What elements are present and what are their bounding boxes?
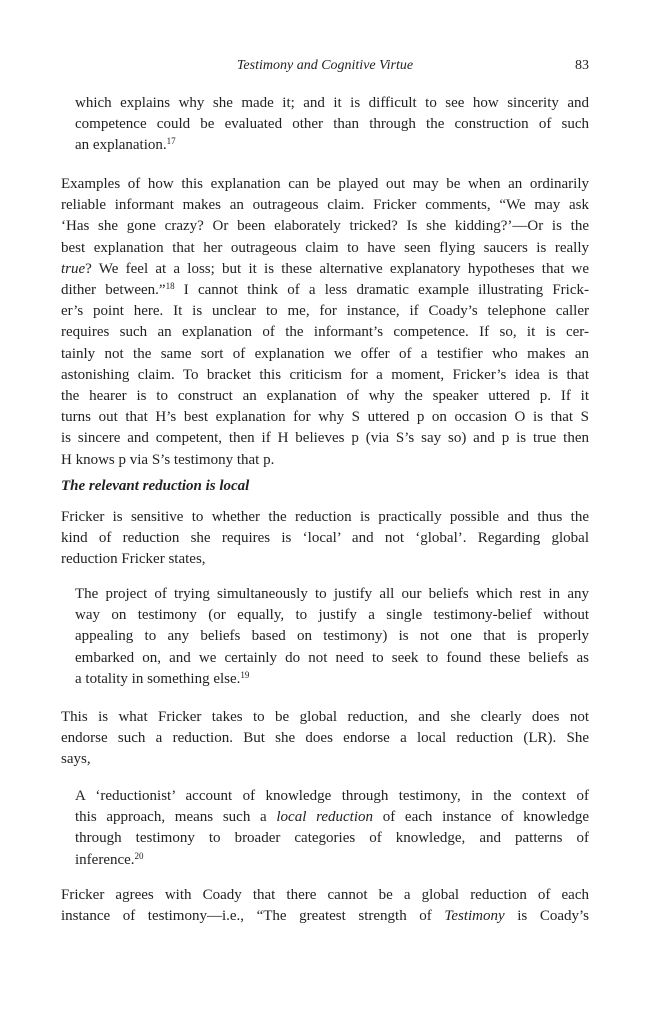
paragraph-line: is sincere and competent, then if H believes p (via S’s say so) and p is true then (61, 430, 589, 447)
quote-line: way on testimony (or equally, to justify a single testimony-belief without (75, 607, 589, 624)
page-header (61, 58, 589, 78)
paragraph-line: says, (61, 751, 91, 768)
quote-line: A ‘reductionist’ account of knowledge through testimony, in the context of (75, 788, 589, 804)
paragraph-line: reliable informant makes an outrageous claim. Fricker comments, “We may ask (61, 197, 589, 214)
paragraph-2 (61, 507, 589, 571)
paragraph-line: er’s point here. It is unclear to me, for instance, if Coady’s telephone caller (61, 303, 589, 320)
footnote-marker: 18 (165, 281, 175, 292)
paragraph-line: the hearer is to construct an explanation of why the speaker uttered p. If it (61, 388, 589, 405)
quote-line: which explains why she made it; and it is difficult to see how sincerity and (75, 95, 589, 111)
paragraph-line: H knows p via S’s testimony that p. (61, 451, 275, 468)
quote-line: competence could be evaluated other than through the construction of such (75, 116, 589, 133)
paragraph-line: best explanation that her outrageous claim to have seen flying saucers is really (61, 239, 589, 256)
block-quote-1 (75, 93, 589, 157)
paragraph-4 (61, 885, 589, 927)
paragraph-line: Fricker agrees with Coady that there cannot be a global reduction of each (61, 887, 589, 903)
page-number: 83 (575, 58, 589, 73)
paragraph-line: tainly not the same sort of explanation we offer of a testifier who makes an (61, 345, 589, 362)
running-title: Testimony and Cognitive Virtue (236, 58, 414, 73)
paragraph-line: Examples of how this explanation can be played out may be when an ordinarily (61, 176, 589, 192)
quote-line: appealing to any beliefs based on testimony) is not one that is properly (75, 628, 589, 645)
paragraph-line: dither between.”$^{18}$ I cannot think of a less dramatic example illustrating Frick- (61, 281, 589, 299)
paragraph-line: ‘Has she gone crazy? Or been elaborately tricked? Is she kidding?’—Or is the (61, 218, 589, 235)
quote-line: this approach, means such a local reduction of each instance of knowledge (75, 809, 589, 826)
paragraph-3 (61, 707, 589, 771)
paragraph-line: reduction Fricker states, (61, 551, 206, 568)
paragraph-line: true? We feel at a loss; but it is these alternative explanatory hypotheses that we (61, 260, 589, 277)
quote-line: a totality in something else.$^{19}$ (75, 669, 250, 687)
paragraph-1 (61, 174, 589, 471)
quote-line: inference.$^{20}$ (75, 850, 144, 868)
quote-line: through testimony to broader categories of knowledge, and patterns of (75, 830, 589, 847)
block-quote-3 (75, 786, 589, 871)
paragraph-line: Fricker is sensitive to whether the reduction is practically possible and thus the (61, 509, 589, 525)
paragraph-line: turns out that H’s best explanation for why S uttered p on occasion O is that S (61, 409, 589, 426)
paragraph-line: astonishing claim. To bracket this criticism for a moment, Fricker’s idea is that (61, 366, 589, 383)
paragraph-line: This is what Fricker takes to be global reduction, and she clearly does not (61, 709, 589, 725)
section-heading: The relevant reduction is local (61, 478, 250, 494)
paragraph-line: endorse such a reduction. But she does endorse a local reduction (LR). She (61, 730, 589, 747)
footnote-marker: 17 (166, 136, 176, 147)
quote-line: The project of trying simultaneously to justify all our beliefs which rest in any (75, 586, 589, 602)
paragraph-line: instance of testimony—i.e., “The greatest strength of Testimony is Coady’s (61, 908, 589, 925)
paragraph-line: kind of reduction she requires is ‘local’ and not ‘global’. Regarding global (61, 530, 589, 547)
paragraph-line: requires such an explanation of the informant’s competence. If so, it is cer- (61, 324, 589, 341)
footnote-marker: 19 (240, 669, 250, 680)
footnote-marker: 20 (134, 850, 144, 861)
block-quote-2 (75, 584, 589, 690)
quote-line: embarked on, and we certainly do not need to seek to found these beliefs as (75, 649, 589, 666)
quote-line: an explanation.$^{17}$ (75, 136, 176, 154)
